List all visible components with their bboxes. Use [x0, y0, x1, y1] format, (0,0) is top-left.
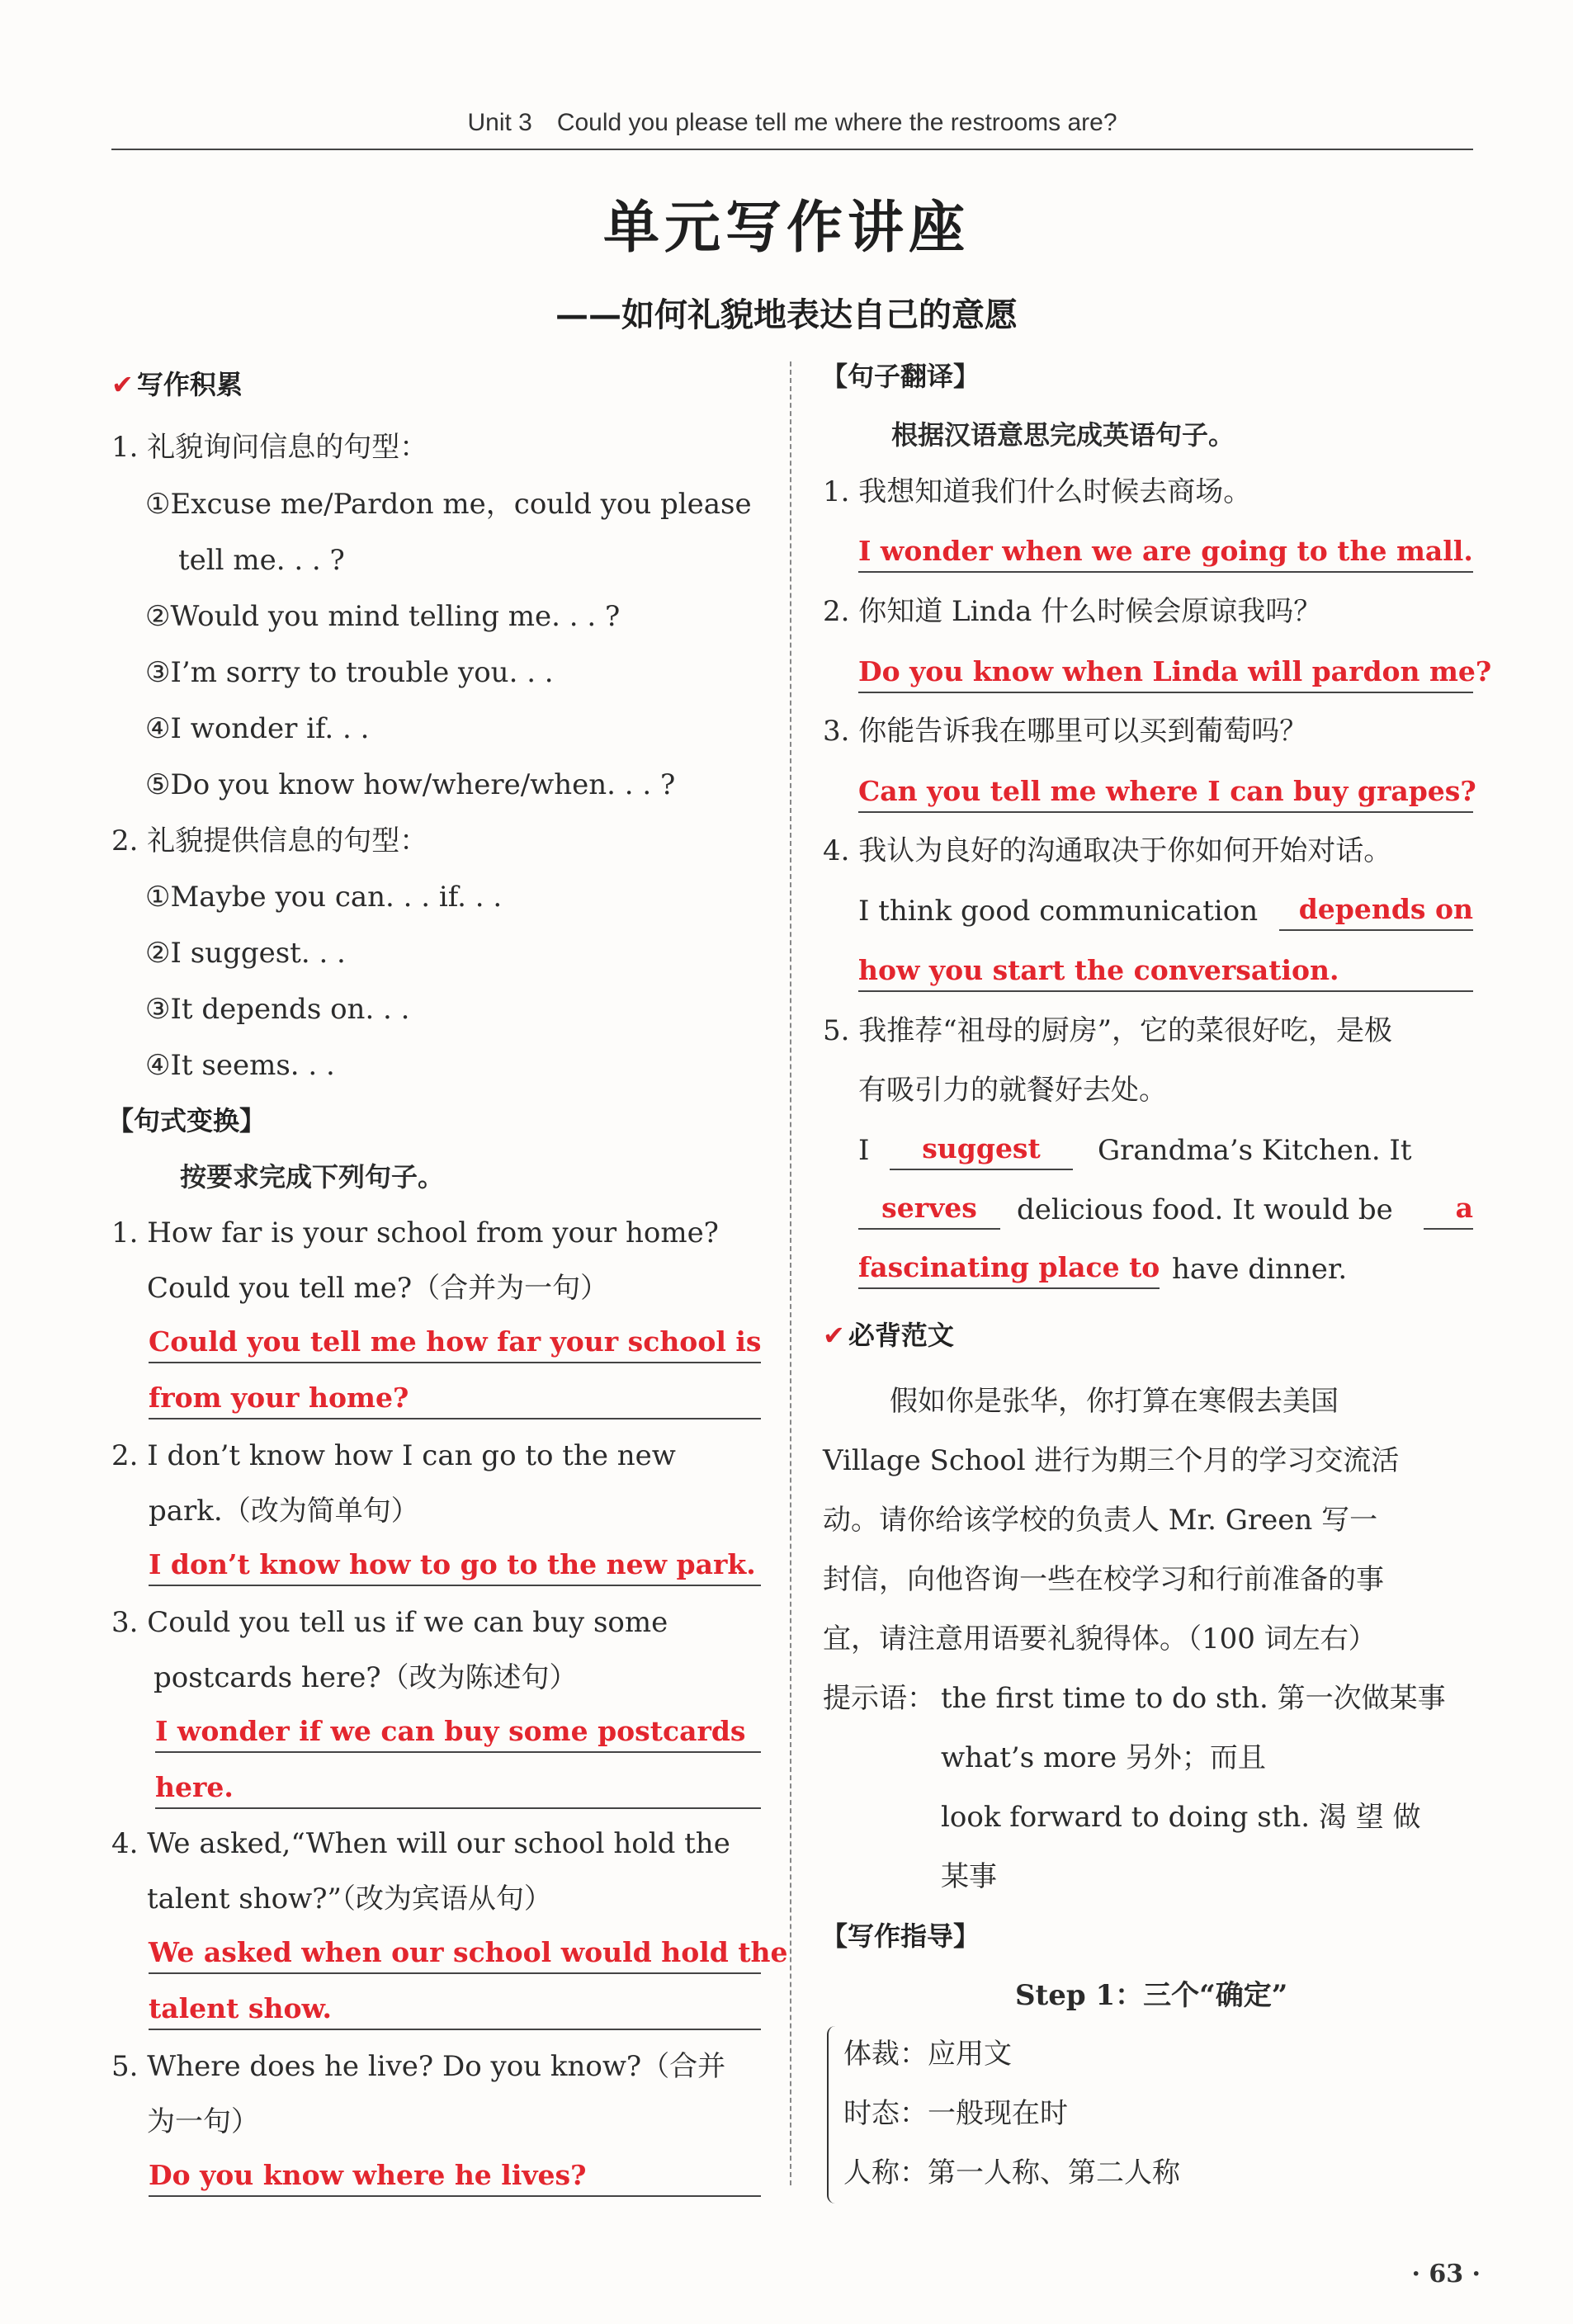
question: Could you tell me?（合并为一句） [147, 1272, 609, 1305]
s2-item: ③It depends on. . . [145, 993, 410, 1026]
answer-line: Can you tell me where I can buy grapes? [858, 772, 1473, 813]
question: park.（改为简单句） [149, 1495, 419, 1528]
answer-blank: serves [858, 1188, 1000, 1230]
question: 为一句） [147, 2105, 259, 2138]
question: 1. How far is your school from your home? [111, 1216, 719, 1249]
step-item: 时态：一般现在时 [843, 2097, 1068, 2130]
s1-item: ①Excuse me/Pardon me，could you please [145, 488, 752, 521]
translate-instruction: 根据汉语意思完成英语句子。 [891, 419, 1235, 451]
model-prompt-line: Village School 进行为期三个月的学习交流活 [823, 1444, 1400, 1477]
translate-question: 有吸引力的就餐好去处。 [858, 1074, 1167, 1107]
question: 2. I don’t know how I can go to the new [111, 1439, 676, 1472]
answer-line: I wonder if we can buy some postcards [155, 1712, 761, 1753]
translate-question: 4. 我认为良好的沟通取决于你如何开始对话。 [823, 834, 1392, 867]
answer-blank: suggest [890, 1129, 1073, 1170]
running-header: Unit 3 Could you please tell me where the restrooms are? [111, 97, 1473, 150]
translate-question: 2. 你知道 Linda 什么时候会原谅我吗？ [823, 595, 1322, 628]
s1-item: ⑤Do you know how/where/when. . . ? [145, 768, 676, 801]
answer-line: talent show. [149, 1989, 761, 2030]
question: 3. Could you tell us if we can buy some [111, 1606, 668, 1639]
model-prompt-line: 假如你是张华，你打算在寒假去美国 [890, 1385, 1339, 1418]
answer-line: from your home? [149, 1378, 761, 1419]
hint-item: look forward to doing sth. 渴 望 做 [941, 1801, 1421, 1834]
sentence-text: I [858, 1134, 870, 1167]
s2-title: 2. 礼貌提供信息的句型： [111, 824, 428, 857]
page-number: · 63 · [1411, 2260, 1481, 2289]
s1-item: tell me. . . ? [178, 544, 345, 577]
sentence-text: I think good communication [858, 895, 1259, 928]
answer-line: We asked when our school would hold the [149, 1933, 761, 1974]
column-divider [790, 361, 791, 2185]
answer-blank: a [1424, 1188, 1473, 1230]
answer-line: how you start the conversation. [858, 951, 1473, 992]
s1-item: ④I wonder if. . . [145, 712, 370, 745]
model-prompt-line: 宜，请注意用语要礼貌得体。（100 词左右） [823, 1623, 1377, 1656]
answer-line: Could you tell me how far your school is [149, 1322, 761, 1363]
step-item: 人称：第一人称、第二人称 [843, 2156, 1180, 2189]
s1-item: ②Would you mind telling me. . . ? [145, 600, 621, 633]
translate-question: 5. 我推荐“祖母的厨房”，它的菜很好吃，是极 [823, 1014, 1393, 1047]
answer-line: I don’t know how to go to the new park. [149, 1545, 761, 1586]
page-title: 单元写作讲座 [602, 196, 970, 261]
hint-item: the first time to do sth. 第一次做某事 [941, 1682, 1446, 1715]
question: postcards here?（改为陈述句） [154, 1661, 578, 1694]
s1-item: ③I’m sorry to trouble you. . . [145, 656, 554, 689]
answer-line: Do you know when Linda will pardon me? [858, 652, 1473, 693]
check-icon: ✔ [823, 1320, 845, 1351]
translate-question: 1. 我想知道我们什么时候去商场。 [823, 475, 1252, 508]
writing-accumulation-heading: ✔ 写作积累 [111, 369, 243, 400]
s2-item: ②I suggest. . . [145, 937, 346, 970]
translate-question: 3. 你能告诉我在哪里可以买到葡萄吗？ [823, 715, 1308, 748]
answer-blank: fascinating place to [858, 1248, 1160, 1289]
model-essay-heading: ✔ 必背范文 [823, 1320, 954, 1351]
sentence-text: have dinner. [1172, 1253, 1348, 1286]
transform-heading: 【句式变换】 [107, 1105, 267, 1136]
question: talent show?”（改为宾语从句） [147, 1882, 552, 1915]
step-item: 体裁：应用文 [843, 2038, 1012, 2071]
hints-label: 提示语： [823, 1682, 935, 1715]
s1-title: 1. 礼貌询问信息的句型： [111, 431, 428, 464]
model-prompt-line: 动。请你给该学校的负责人 Mr. Green 写一 [823, 1504, 1378, 1537]
answer-blank: depends on [1279, 890, 1473, 931]
question: 5. Where does he live? Do you know?（合并 [111, 2050, 726, 2083]
page-subtitle: ——如何礼貌地表达自己的意愿 [555, 295, 1018, 334]
hint-item: 某事 [941, 1860, 997, 1893]
answer-line: Do you know where he lives? [149, 2156, 761, 2197]
transform-instruction: 按要求完成下列句子。 [180, 1161, 445, 1193]
step-title: Step 1：三个“确定” [1015, 1979, 1288, 2012]
answer-line: I wonder when we are going to the mall. [858, 531, 1473, 573]
hint-item: what’s more 另外；而且 [941, 1741, 1266, 1774]
question: 4. We asked,“When will our school hold the [111, 1827, 730, 1860]
s2-item: ④It seems. . . [145, 1049, 335, 1082]
sentence-text: delicious food. It would be [1017, 1193, 1393, 1226]
s2-item: ①Maybe you can. . . if. . . [145, 881, 503, 914]
brace-icon [827, 2026, 842, 2204]
translate-heading: 【句子翻译】 [821, 361, 980, 392]
writing-guide-heading: 【写作指导】 [821, 1920, 980, 1952]
sentence-text: Grandma’s Kitchen. It [1098, 1134, 1412, 1167]
answer-line: here. [155, 1768, 761, 1809]
check-icon: ✔ [111, 369, 134, 400]
model-prompt-line: 封信，向他咨询一些在校学习和行前准备的事 [823, 1563, 1384, 1596]
